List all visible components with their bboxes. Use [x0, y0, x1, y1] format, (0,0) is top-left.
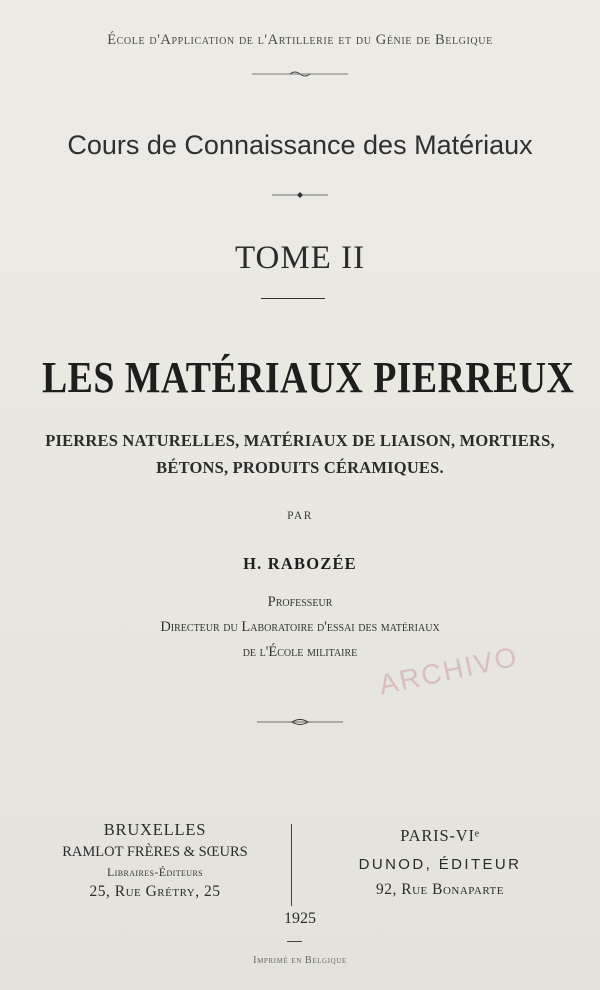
author-name: H. RABOZÉE [243, 554, 357, 573]
main-title: LES MATÉRIAUX PIERREUX [42, 353, 575, 402]
ornament-divider [0, 714, 600, 732]
by-label: PAR [287, 510, 313, 522]
publisher-city: BRUXELLES [103, 820, 207, 839]
column-divider [291, 824, 292, 906]
publisher-name: DUNOD, ÉDITEUR [358, 856, 522, 873]
publisher-paris [305, 826, 575, 899]
publisher-address: 92, Rue Bonaparte [376, 881, 504, 898]
author-role: Directeur du Laboratoire d'essai des matériaux [160, 619, 440, 635]
publisher-city: PARIS-VIᵉ [400, 826, 480, 845]
ornament-divider [0, 187, 600, 205]
institution-header: École d'Application de l'Artillerie et du Génie de Belgique [107, 32, 493, 48]
author-role: Professeur [267, 594, 333, 610]
author-role: de l'École militaire [242, 644, 358, 660]
publication-year: 1925 [284, 910, 316, 927]
publisher-role: Libraires-Éditeurs [106, 865, 204, 879]
publisher-name: RAMLOT FRÈRES & SŒURS [62, 844, 248, 860]
volume-label: TOME II [234, 240, 366, 276]
ornament-divider [0, 66, 600, 84]
rule-divider [287, 941, 302, 942]
rule-divider [261, 298, 325, 299]
course-title: Cours de Connaissance des Matériaux [67, 130, 533, 160]
subtitle-line-2: BÉTONS, PRODUITS CÉRAMIQUES. [156, 458, 444, 477]
subtitle-line-1: PIERRES NATURELLES, MATÉRIAUX DE LIAISON, MORTIERS, [45, 431, 555, 450]
publisher-brussels [30, 820, 280, 901]
stamp-text: ARCHIVO [376, 640, 522, 701]
publisher-address: 25, Rue Grétry, 25 [89, 883, 221, 900]
printed-in-note: Imprimé en Belgique [253, 955, 347, 966]
